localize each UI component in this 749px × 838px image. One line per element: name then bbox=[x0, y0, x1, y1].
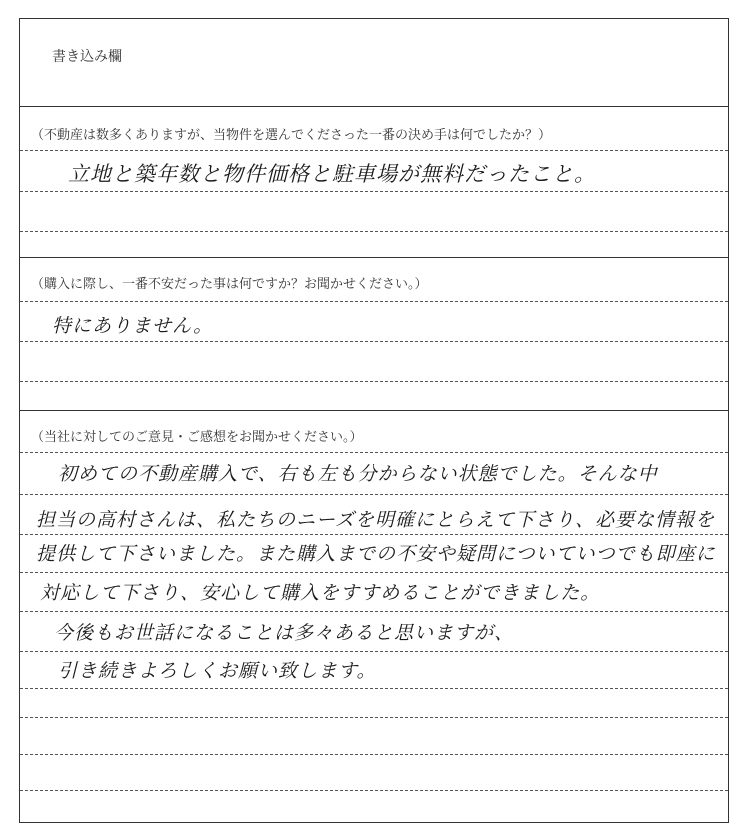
writing-line bbox=[20, 754, 728, 755]
writing-line bbox=[20, 790, 728, 791]
answer-3-line-1: 初めての不動産購入で、右も左も分からない状態でした。そんな中 bbox=[58, 463, 658, 485]
writing-line bbox=[20, 651, 728, 652]
writing-line bbox=[20, 301, 728, 302]
answer-1-line-1: 立地と築年数と物件価格と駐車場が無料だったこと。 bbox=[68, 162, 596, 186]
writing-line bbox=[20, 494, 728, 495]
writing-line bbox=[20, 231, 728, 232]
writing-line bbox=[20, 150, 728, 151]
answer-3-line-3: 提供して下さいました。また購入までの不安や疑問についていつでも即座に bbox=[36, 543, 716, 565]
writing-line bbox=[20, 341, 728, 342]
writing-line bbox=[20, 191, 728, 192]
section-divider bbox=[20, 257, 728, 258]
section-divider bbox=[20, 106, 728, 107]
writing-line bbox=[20, 534, 728, 535]
answer-3-line-5: 今後もお世話になることは多々あると思いますが、 bbox=[54, 622, 515, 644]
writing-line bbox=[20, 717, 728, 718]
question-3-prompt: （当社に対してのご意見・ご感想をお聞かせください。） bbox=[31, 430, 363, 445]
writing-line bbox=[20, 611, 728, 612]
question-2-prompt: （購入に際し、一番不安だった事は何ですか？お聞かせください。） bbox=[31, 277, 428, 292]
answer-3-line-6: 引き続きよろしくお願い致します。 bbox=[58, 660, 377, 682]
writing-line bbox=[20, 688, 728, 689]
question-1-prompt: （不動産は数多くありますが、当物件を選んでくださった一番の決め手は何でしたか？） bbox=[31, 128, 552, 143]
writing-line bbox=[20, 572, 728, 573]
writing-line bbox=[20, 381, 728, 382]
section-divider bbox=[20, 410, 728, 411]
writing-line bbox=[20, 452, 728, 453]
answer-3-line-2: 担当の高村さんは、私たちのニーズを明確にとらえて下さり、必要な情報を bbox=[36, 509, 716, 531]
answer-2-line-1: 特にありません。 bbox=[52, 315, 214, 337]
answer-3-line-4: 対応して下さり、安心して購入をすすめることができました。 bbox=[40, 582, 601, 604]
form-title: 書き込み欄 bbox=[52, 49, 122, 65]
